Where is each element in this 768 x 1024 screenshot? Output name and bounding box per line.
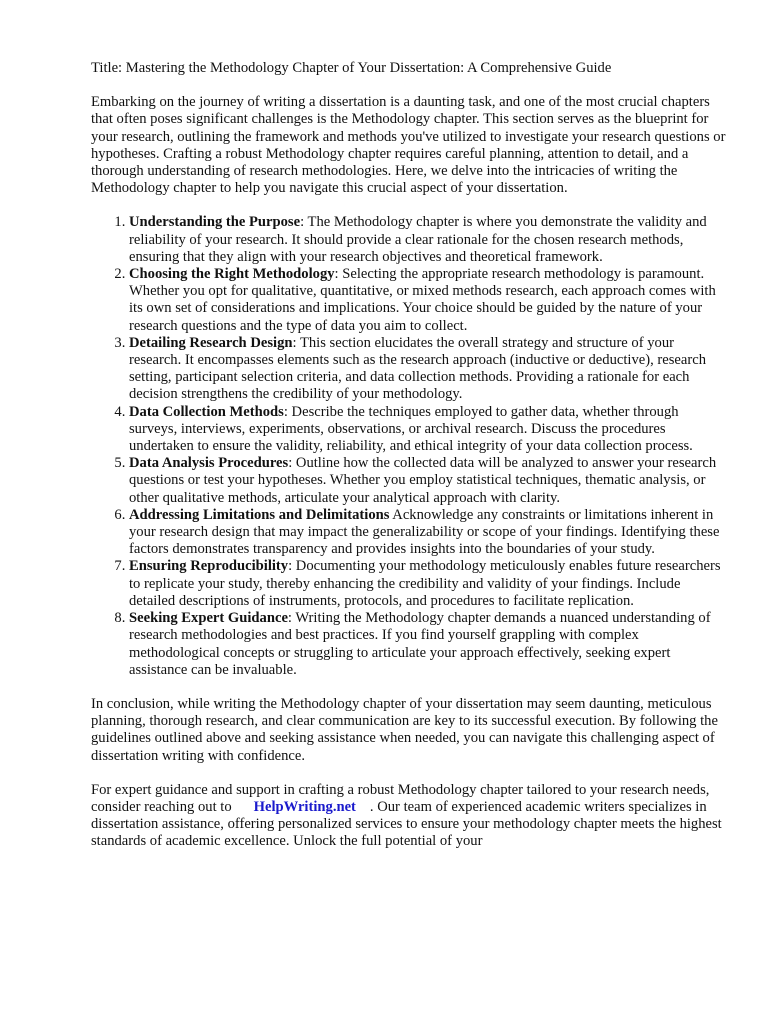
step-term: Data Collection Methods bbox=[129, 403, 284, 420]
list-item bbox=[129, 214, 727, 266]
step-term: Seeking Expert Guidance bbox=[129, 610, 288, 627]
step-term: Detailing Research Design bbox=[129, 334, 293, 351]
step-separator: : bbox=[283, 403, 288, 420]
step-text: Selecting the appropriate research methodology is paramount. Whether you opt for qualitative, quantitative, or mixed methods research, each approach comes with its own set of considerations and implications. Your choice should be guided by the nature of your research questions and the type of data you aim to collect. bbox=[129, 266, 716, 334]
helpwriting-link[interactable]: HelpWriting.net bbox=[253, 798, 356, 815]
step-term: Ensuring Reproducibility bbox=[129, 558, 289, 575]
step-separator: : bbox=[287, 610, 292, 627]
step-separator: : bbox=[288, 558, 293, 575]
step-separator: : bbox=[288, 455, 293, 472]
document-title: Title: Mastering the Methodology Chapter of Your Dissertation: A Comprehensive Guide bbox=[91, 60, 612, 76]
step-separator: : bbox=[292, 334, 297, 351]
step-term: Addressing Limitations and Delimitations bbox=[129, 506, 390, 523]
list-item bbox=[129, 335, 727, 404]
cta-paragraph bbox=[91, 782, 727, 851]
step-text: Documenting your methodology meticulously enables future researchers to replicate your study, thereby enhancing the credibility and validity of your findings. Include detailed descriptions of instruments, protocols, and procedures to facilitate replication. bbox=[129, 558, 721, 609]
document-page bbox=[91, 60, 727, 868]
cta-text-before: For expert guidance and support in crafting a robust Methodology chapter tailored to your research needs, consider reaching out to bbox=[91, 781, 710, 815]
list-item bbox=[129, 266, 727, 335]
step-text: Acknowledge any constraints or limitations inherent in your research design that may impact the generalizability or scope of your findings. Identifying these factors demonstrates transparency and provides insights into the boundaries of your study. bbox=[129, 506, 720, 558]
step-term: Choosing the Right Methodology bbox=[129, 266, 335, 283]
methodology-steps-list bbox=[91, 214, 727, 678]
step-text: The Methodology chapter is where you demonstrate the validity and reliability of your research. It should provide a clear rationale for the chosen research methods, ensuring that they align with your research objectives and theoretical framework. bbox=[129, 214, 707, 265]
intro-paragraph: Embarking on the journey of writing a dissertation is a daunting task, and one of the most crucial chapters that often poses significant challenges is the Methodology chapter. This section serves as the blueprint for your research, outlining the framework and methods you've utilized to investigate your research questions or hypotheses. Crafting a robust Methodology chapter requires careful planning, attention to detail, and a thorough understanding of research methodologies. Here, we delve into the intricacies of writing the Methodology chapter to help you navigate this crucial aspect of your dissertation. bbox=[91, 94, 726, 197]
list-item bbox=[129, 610, 727, 679]
step-term: Data Analysis Procedures bbox=[129, 455, 289, 472]
step-text: Outline how the collected data will be analyzed to answer your research questions or test your hypotheses. Whether you employ statistical techniques, thematic analysis, or other qualitative methods, articulate your analytical approach with clarity. bbox=[129, 455, 717, 506]
step-text: Writing the Methodology chapter demands a nuanced understanding of research methodologies and best practices. If you find yourself grappling with complex methodological concepts or struggling to articulate your approach effectively, seeking expert assistance can be invaluable. bbox=[129, 610, 711, 678]
list-item bbox=[129, 404, 727, 456]
conclusion-paragraph: In conclusion, while writing the Methodology chapter of your dissertation may seem daunting, meticulous planning, thorough research, and clear communication are key to its successful execution. By following the guidelines outlined above and seeking assistance when needed, you can navigate this challenging aspect of dissertation writing with confidence. bbox=[91, 695, 718, 764]
cta-text-after: . Our team of experienced academic writers specializes in dissertation assistance, offering personalized services to ensure your methodology chapter meets the highest standards of academic excellence. Unlock the full potential of your bbox=[91, 798, 722, 850]
list-item bbox=[129, 455, 727, 507]
list-item bbox=[129, 507, 727, 559]
list-item bbox=[129, 558, 727, 610]
step-term: Understanding the Purpose bbox=[129, 214, 301, 231]
step-text: This section elucidates the overall strategy and structure of your research. It encompasses elements such as the research approach (inductive or deductive), research setting, participant selection criteria, and data collection methods. Providing a rationale for each decision strengthens the credibility of your methodology. bbox=[129, 334, 706, 403]
step-text: Describe the techniques employed to gather data, whether through surveys, interviews, experiments, observations, or archival research. Discuss the procedures undertaken to ensure the validity, reliability, and ethical integrity of your data collection process. bbox=[129, 403, 693, 455]
step-separator: : bbox=[334, 266, 339, 283]
step-separator: : bbox=[300, 214, 305, 231]
